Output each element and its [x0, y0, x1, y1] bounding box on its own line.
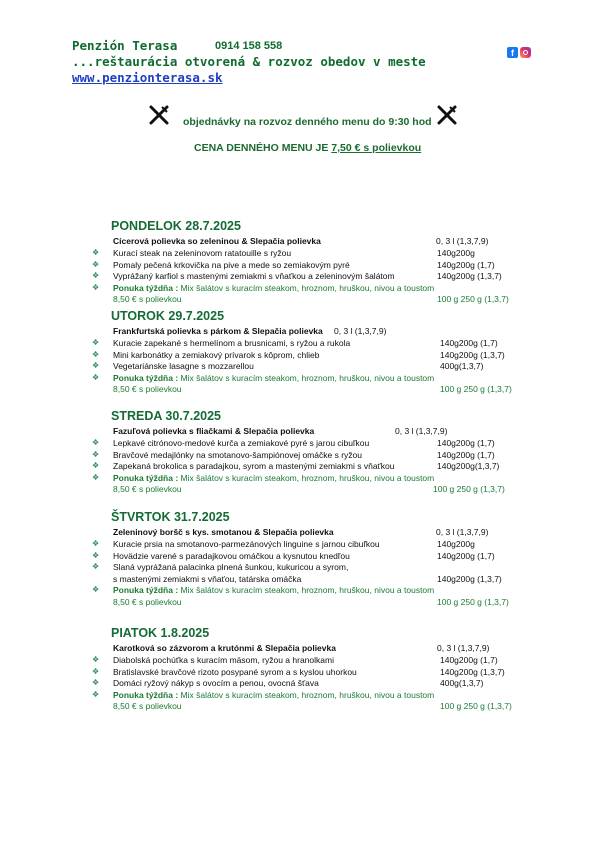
weekly-offer-price: 8,50 € s polievkou	[113, 294, 182, 304]
soup-line: Cícerová polievka so zeleninou & Slepačia polievka	[113, 236, 321, 246]
menu-item: Mini karbonátky a zemiakový prívarok s kôprom, chlieb	[113, 349, 320, 360]
soup-line: Karotková so zázvorom a krutónmi & Slepačia polievka	[113, 643, 336, 653]
weekly-offer	[113, 690, 434, 700]
menu-item-grams: 140g200g (1,3,7)	[437, 573, 502, 584]
instagram-icon[interactable]	[520, 47, 531, 58]
menu-item: Hovädzie varené s paradajkovou omáčkou a kysnutou knedľou	[113, 550, 350, 561]
soup-line: Frankfurtská polievka s párkom & Slepačia polievka	[113, 326, 323, 336]
soup-grams: 0, 3 l (1,3,7,9)	[436, 236, 489, 246]
bullet-icon: ❖	[92, 271, 100, 280]
bullet-icon: ❖	[92, 550, 100, 560]
menu-item-grams: 140g200g	[437, 539, 475, 549]
day-title: UTOROK 29.7.2025	[111, 309, 225, 323]
weekly-offer-text: Mix šalátov s kuracím steakom, hroznom, hruškou, nivou a toustom	[178, 689, 435, 700]
menu-item-grams: 140g200g (1,7)	[437, 259, 495, 270]
bullet-icon: ❖	[92, 248, 100, 257]
menu-item: Bratislavské bravčové rizoto posypané syrom a s kyslou uhorkou	[113, 666, 357, 677]
weekly-offer-text: Mix šalátov s kuracím steakom, hroznom, hruškou, nivou a toustom	[178, 472, 435, 483]
bullet-icon: ❖	[92, 282, 100, 292]
day-title: STREDA 30.7.2025	[111, 409, 222, 423]
weekly-offer	[113, 473, 434, 483]
menu-item: Pomaly pečená krkovička na pive a mede so zemiakovým pyré	[113, 259, 350, 270]
day-title: PONDELOK 28.7.2025	[111, 219, 241, 233]
menu-item-grams: 140g200g (1,7)	[437, 449, 495, 460]
menu-item-grams: 140g200g (1,7)	[440, 338, 498, 348]
weekly-offer	[113, 373, 434, 383]
bullet-icon: ❖	[92, 689, 100, 699]
weekly-offer-price: 8,50 € s polievkou	[113, 384, 182, 394]
order-note: objednávky na rozvoz denného menu do 9:30 hod	[183, 116, 432, 128]
menu-item-grams: 140g200g (1,3,7)	[440, 349, 505, 360]
menu-item: Zapekaná brokolica s paradajkou, syrom a mastenými zemiakmi s vňaťkou	[113, 461, 395, 471]
menu-item: Kuracie prsia na smotanovo-parmezánových linguine s jarnou cibuľkou	[113, 539, 380, 549]
bullet-icon: ❖	[92, 438, 100, 447]
weekly-offer-grams: 100 g 250 g (1,3,7)	[433, 484, 505, 494]
weekly-offer-price: 8,50 € s polievkou	[113, 701, 182, 711]
weekly-offer-price: 8,50 € s polievkou	[113, 596, 182, 607]
bullet-icon: ❖	[92, 338, 100, 347]
weekly-offer-grams: 100 g 250 g (1,3,7)	[440, 701, 512, 711]
menu-item: Domáci ryžový nákyp s ovocím a penou, ovocná šťava	[113, 678, 319, 688]
menu-item-grams: 140g200g (1,3,7)	[437, 271, 502, 281]
weekly-offer	[113, 585, 434, 595]
cutlery-icon-right	[436, 104, 458, 126]
weekly-offer-label: Ponuka týždňa :	[113, 282, 179, 293]
menu-item: Vyprážaný karfiol s mastenými zemiakmi s vňaťkou a zeleninovým šalátom	[113, 271, 395, 281]
weekly-offer-grams: 100 g 250 g (1,3,7)	[440, 384, 512, 394]
bullet-icon: ❖	[92, 562, 100, 571]
weekly-offer-label: Ponuka týždňa :	[113, 372, 179, 383]
bullet-icon: ❖	[92, 259, 100, 269]
menu-item: Vegetariánske lasagne s mozzarellou	[113, 361, 254, 371]
tagline: ...reštaurácia otvorená & rozvoz obedov v meste	[72, 54, 426, 69]
menu-price-note	[194, 142, 421, 154]
phone-number: 0914 158 558	[215, 40, 283, 52]
menu-item-grams: 400g(1,3,7)	[440, 361, 484, 371]
weekly-offer-label: Ponuka týždňa :	[113, 585, 179, 595]
menu-item: Kuracie zapekané s hermelínom a brusnicami, s ryžou a rukola	[113, 338, 351, 348]
menu-item: Bravčové medajlónky na smotanovo-šampiónovej omáčke s ryžou	[113, 449, 362, 460]
bullet-icon: ❖	[92, 472, 100, 482]
weekly-offer-price: 8,50 € s polievkou	[113, 484, 182, 494]
menu-item-continued: s mastenými zemiakmi s vňaťou, tatárska omáčka	[113, 573, 302, 584]
menu-item-grams: 140g200g(1,3,7)	[437, 461, 500, 471]
soup-grams: 0, 3 l (1,3,7,9)	[436, 527, 489, 537]
bullet-icon: ❖	[92, 372, 100, 382]
menu-item-grams: 140g200g (1,7)	[437, 550, 495, 561]
bullet-icon: ❖	[92, 585, 100, 594]
day-title: ŠTVRTOK 31.7.2025	[111, 510, 230, 524]
menu-item-grams: 400g(1,3,7)	[440, 678, 484, 688]
bullet-icon: ❖	[92, 539, 100, 548]
weekly-offer-text: Mix šalátov s kuracím steakom, hroznom, hruškou, nivou a toustom	[178, 585, 435, 595]
weekly-offer	[113, 283, 434, 293]
bullet-icon: ❖	[92, 361, 100, 370]
weekly-offer-label: Ponuka týždňa :	[113, 689, 179, 700]
bullet-icon: ❖	[92, 678, 100, 687]
soup-grams: 0, 3 l (1,3,7,9)	[437, 643, 490, 653]
menu-item-grams: 140g200g (1,3,7)	[440, 666, 505, 677]
weekly-offer-label: Ponuka týždňa :	[113, 472, 179, 483]
website-link[interactable]: www.penzionterasa.sk	[72, 70, 223, 85]
bullet-icon: ❖	[92, 349, 100, 359]
menu-item: Slaná vyprážaná palacinka plnená šunkou, kukuricou a syrom,	[113, 562, 349, 572]
menu-item: Kurací steak na zeleninovom ratatouille s ryžou	[113, 248, 292, 258]
bullet-icon: ❖	[92, 666, 100, 676]
menu-price-value: 7,50 € s polievkou	[331, 142, 422, 154]
facebook-icon[interactable]: f	[507, 47, 518, 58]
restaurant-name: Penzión Terasa	[72, 38, 178, 53]
bullet-icon: ❖	[92, 461, 100, 470]
menu-item: Diabolská pochúťka s kuracím mäsom, ryžou a hranolkami	[113, 655, 334, 665]
menu-item-grams: 140g200g	[437, 248, 475, 258]
menu-price-prefix: CENA DENNÉHO MENU JE	[194, 142, 332, 154]
weekly-offer-grams: 100 g 250 g (1,3,7)	[437, 596, 509, 607]
weekly-offer-text: Mix šalátov s kuracím steakom, hroznom, hruškou, nivou a toustom	[178, 372, 435, 383]
menu-item-grams: 140g200g (1,7)	[437, 438, 495, 448]
cutlery-icon-left	[148, 104, 170, 126]
bullet-icon: ❖	[92, 449, 100, 459]
weekly-offer-grams: 100 g 250 g (1,3,7)	[437, 294, 509, 304]
soup-line: Zeleninový boršč s kys. smotanou & Slepačia polievka	[113, 527, 334, 537]
menu-item: Lepkavé citrónovo-medové kurča a zemiakové pyré s jarou cibuľkou	[113, 438, 370, 448]
bullet-icon: ❖	[92, 655, 100, 664]
soup-grams: 0, 3 l (1,3,7,9)	[395, 426, 448, 436]
day-title: PIATOK 1.8.2025	[111, 626, 210, 640]
soup-line: Fazuľová polievka s fliačkami & Slepačia polievka	[113, 426, 315, 436]
social-icons	[507, 47, 531, 58]
menu-item-grams: 140g200g (1,7)	[440, 655, 498, 665]
soup-grams: 0, 3 l (1,3,7,9)	[334, 326, 387, 336]
weekly-offer-text: Mix šalátov s kuracím steakom, hroznom, hruškou, nivou a toustom	[178, 282, 435, 293]
